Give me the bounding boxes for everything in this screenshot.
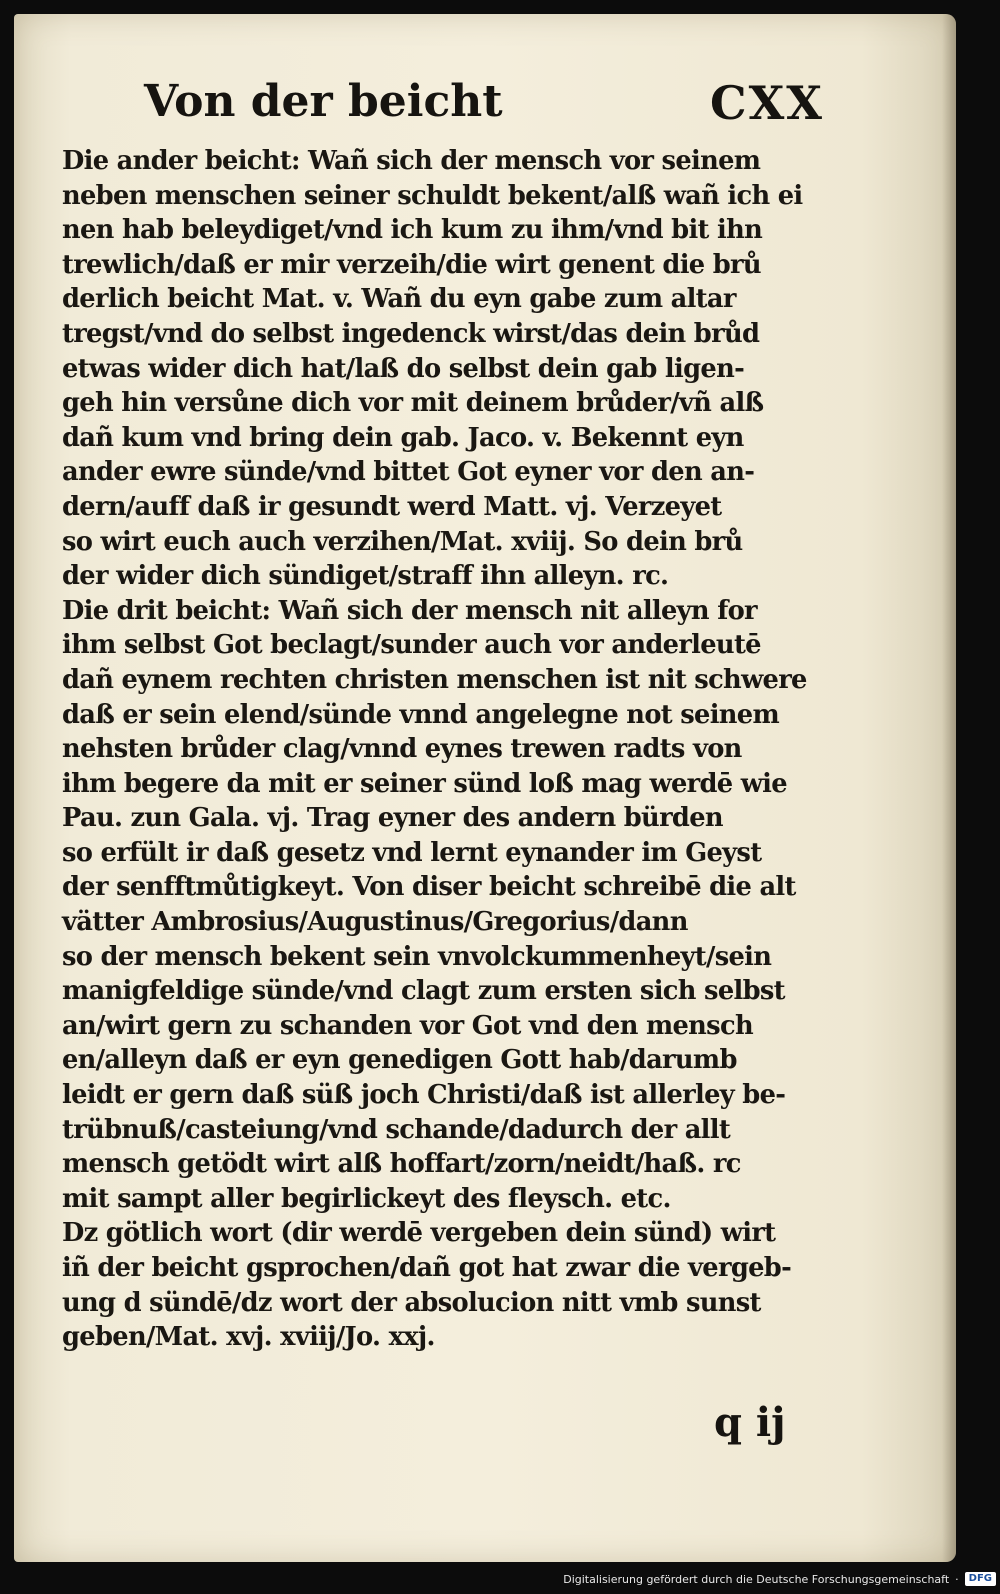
body-text: [62, 144, 822, 1355]
text-line: etwas wider dich hat/laß do selbst dein gab ligen-: [62, 353, 745, 384]
footer-credit: Digitalisierung gefördert durch die Deutsche Forschungsgemeinschaft · DFG: [563, 1568, 996, 1590]
text-line: Pau. zun Gala. vj. Trag eyner des andern bürden: [62, 803, 723, 834]
footer-text: Digitalisierung gefördert durch die Deutsche Forschungsgemeinschaft: [563, 1572, 950, 1586]
text-line: ung d sündē/dz wort der absolucion nitt vmb sunst: [62, 1287, 761, 1318]
text-line: nen hab beleydiget/vnd ich kum zu ihm/vnd bit ihn: [62, 215, 763, 246]
text-line: Die drit beicht: Wañ sich der mensch nit alleyn for: [62, 595, 757, 626]
text-line: ihm begere da mit er seiner sünd loß mag werdē wie: [62, 768, 787, 799]
text-line: so der mensch bekent sein vnvolckummenheyt/sein: [62, 941, 772, 972]
text-line: vätter Ambrosius/Augustinus/Gregorius/dann: [62, 907, 688, 938]
text-line: trübnuß/casteiung/vnd schande/dadurch der allt: [62, 1114, 731, 1145]
text-line: ihm selbst Got beclagt/sunder auch vor anderleutē: [62, 630, 761, 661]
text-line: Die ander beicht: Wañ sich der mensch vor seinem: [62, 146, 761, 176]
text-line: so erfült ir daß gesetz vnd lernt eynander im Geyst: [62, 837, 762, 868]
dfg-logo-icon: DFG: [965, 1572, 996, 1586]
folio-number: CXX: [710, 76, 824, 130]
text-line: geben/Mat. xvj. xviij/Jo. xxj.: [62, 1322, 435, 1353]
text-line: mensch getödt wirt alß hoffart/zorn/neidt/haß. rc: [62, 1149, 741, 1180]
text-line: dañ eynem rechten christen menschen ist nit schwere: [62, 664, 807, 695]
text-line: derlich beicht Mat. v. Wañ du eyn gabe zum altar: [62, 284, 736, 315]
text-line: ander ewre sünde/vnd bittet Got eyner vor den an-: [62, 457, 755, 488]
text-line: leidt er gern daß süß joch Christi/daß ist allerley be-: [62, 1080, 786, 1111]
text-line: dern/auff daß ir gesundt werd Matt. vj. Verzeyet: [62, 491, 722, 522]
text-line: der wider dich sündiget/straff ihn alleyn. rc.: [62, 561, 669, 592]
text-line: der senfftmůtigkeyt. Von diser beicht schreibē die alt: [62, 872, 796, 903]
text-line: dañ kum vnd bring dein gab. Jaco. v. Bekennt eyn: [62, 422, 744, 453]
text-line: Dz götlich wort (dir werdē vergeben dein sünd) wirt: [62, 1218, 776, 1249]
text-line: en/alleyn daß er eyn genedigen Gott hab/darumb: [62, 1045, 737, 1076]
text-line: iñ der beicht gsprochen/dañ got hat zwar die vergeb-: [62, 1253, 792, 1283]
page-header: [144, 76, 824, 146]
running-head: Von der beicht: [144, 76, 503, 127]
text-line: daß er sein elend/sünde vnnd angelegne not seinem: [62, 699, 780, 730]
text-line: geh hin versůne dich vor mit deinem brůder/vñ alß: [62, 388, 764, 419]
text-line: neben menschen seiner schuldt bekent/alß wañ ich ei: [62, 180, 803, 211]
text-line: trewlich/daß er mir verzeih/die wirt genent die brů: [62, 249, 761, 280]
text-line: an/wirt gern zu schanden vor Got vnd den mensch: [62, 1010, 753, 1041]
book-page: [14, 14, 956, 1562]
text-line: manigfeldige sünde/vnd clagt zum ersten sich selbst: [62, 976, 785, 1007]
text-line: mit sampt aller begirlickeyt des fleysch. etc.: [62, 1183, 671, 1214]
text-line: nehsten brůder clag/vnnd eynes trewen radts von: [62, 734, 742, 765]
text-line: so wirt euch auch verzihen/Mat. xviij. So dein brů: [62, 526, 743, 557]
signature-mark: q ij: [714, 1399, 786, 1446]
text-line: tregst/vnd do selbst ingedenck wirst/das dein brůd: [62, 318, 760, 349]
